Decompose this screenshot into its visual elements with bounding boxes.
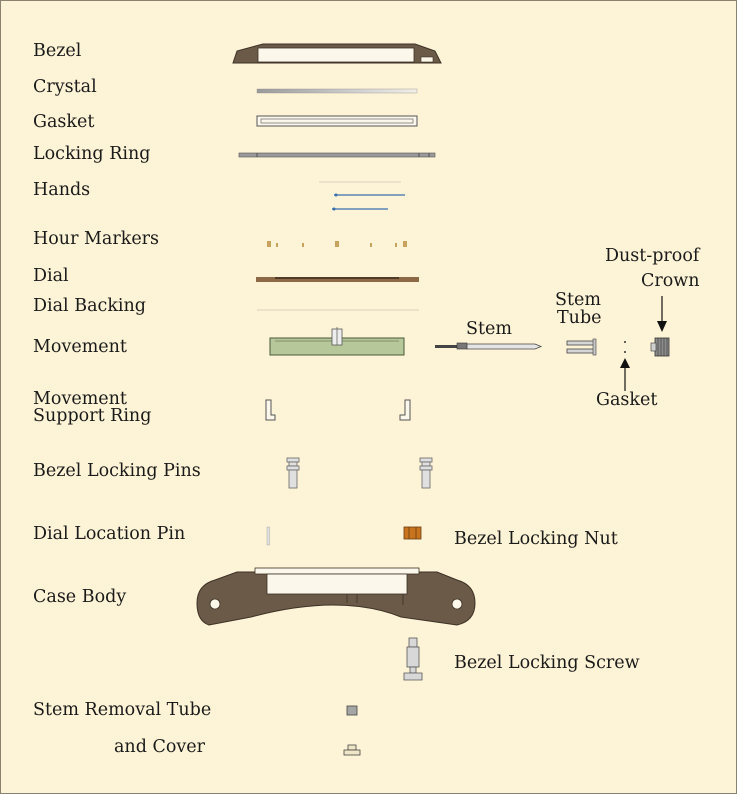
label-case-body: Case Body bbox=[33, 587, 127, 607]
label-gasket: Gasket bbox=[33, 112, 95, 132]
stem-removal-tube-part bbox=[344, 706, 360, 755]
label-dial-backing: Dial Backing bbox=[33, 296, 146, 316]
crown-gasket-part bbox=[620, 341, 630, 391]
bezel-locking-nut-part bbox=[404, 527, 421, 539]
stem-tube-part bbox=[567, 339, 596, 355]
case-body-part bbox=[197, 568, 475, 625]
label-crown-gasket: Gasket bbox=[596, 390, 658, 410]
label-movement: Movement bbox=[33, 337, 127, 357]
label-stem-tube-line1: Stem bbox=[555, 290, 601, 310]
label-stem: Stem bbox=[466, 319, 512, 339]
label-dust-proof-line2: Crown bbox=[641, 271, 700, 291]
label-and-cover: and Cover bbox=[114, 737, 206, 757]
dust-proof-crown-part bbox=[651, 296, 669, 356]
label-bezel: Bezel bbox=[33, 41, 82, 61]
label-hands: Hands bbox=[33, 180, 91, 200]
label-bezel-locking-pins: Bezel Locking Pins bbox=[33, 461, 201, 481]
label-bezel-locking-nut: Bezel Locking Nut bbox=[454, 529, 618, 549]
label-movement-support-ring-line2: Support Ring bbox=[33, 406, 152, 426]
label-stem-tube-line2: Tube bbox=[557, 308, 602, 328]
dial-location-pin-part bbox=[267, 527, 270, 545]
label-crystal: Crystal bbox=[33, 77, 97, 97]
hands-part bbox=[319, 182, 405, 211]
movement-support-ring-part bbox=[266, 400, 410, 420]
bezel-locking-pins-part bbox=[287, 458, 432, 488]
label-dial: Dial bbox=[33, 266, 69, 286]
label-locking-ring: Locking Ring bbox=[33, 144, 151, 164]
hour-markers-part bbox=[267, 241, 407, 247]
label-hour-markers: Hour Markers bbox=[33, 229, 160, 249]
label-dust-proof-line1: Dust-proof bbox=[605, 246, 700, 266]
locking-ring-part bbox=[239, 153, 435, 157]
bezel-locking-screw-part bbox=[404, 638, 422, 680]
stem-part bbox=[435, 343, 541, 349]
label-dial-location-pin: Dial Location Pin bbox=[33, 524, 186, 544]
label-bezel-locking-screw: Bezel Locking Screw bbox=[454, 653, 640, 673]
label-movement-support-ring-line1: Movement bbox=[33, 389, 127, 409]
dial-part bbox=[256, 277, 419, 282]
crystal-part bbox=[257, 89, 417, 93]
bezel-part bbox=[233, 44, 441, 63]
label-stem-removal-tube: Stem Removal Tube bbox=[33, 700, 212, 720]
parts-drawing bbox=[1, 1, 736, 793]
movement-part bbox=[270, 327, 404, 355]
gasket-part bbox=[257, 116, 417, 126]
